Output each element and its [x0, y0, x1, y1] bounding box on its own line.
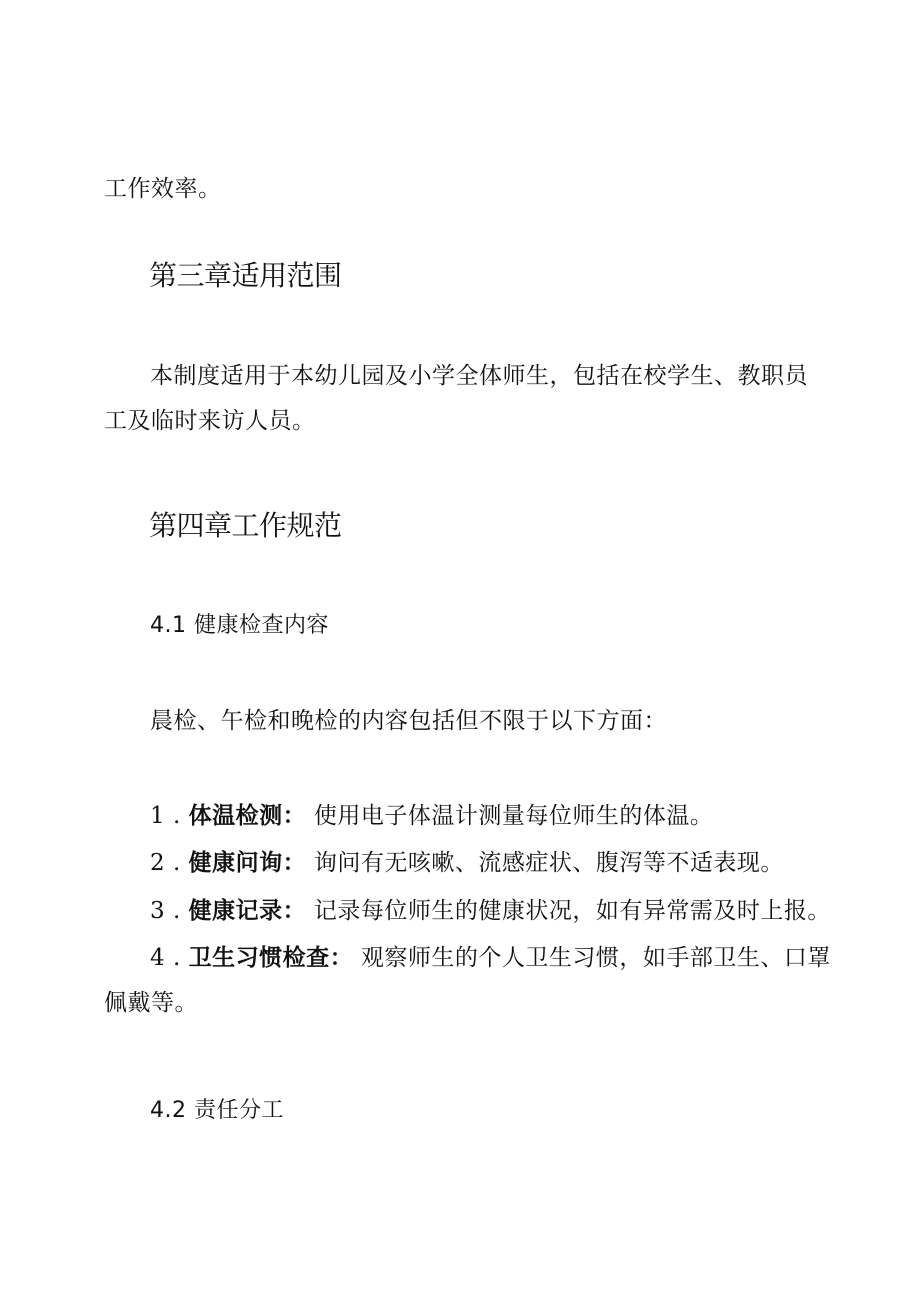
list-item-text: 观察师生的个人卫生习惯，如手部卫生、口罩 — [360, 945, 831, 971]
list-item-text: 询问有无咳嗽、流感症状、腹泻等不适表现。 — [313, 850, 784, 876]
list-item-continuation: 佩戴等。 — [104, 990, 198, 1016]
list-item-label: 体温检测： — [188, 803, 307, 829]
list-item-label: 健康记录： — [188, 898, 307, 924]
section-4-1-heading: 4.1 健康检查内容 — [150, 613, 329, 638]
list-item: 4 . 卫生习惯检查： 观察师生的个人卫生习惯，如手部卫生、口罩 — [150, 945, 831, 971]
chapter-3-title: 第三章适用范围 — [149, 259, 342, 292]
list-item-text: 记录每位师生的健康状况，如有异常需及时上报。 — [313, 898, 831, 924]
chapter-3-paragraph-line-2: 工及临时来访人员。 — [104, 408, 316, 434]
chapter-4-title: 第四章工作规范 — [149, 509, 342, 542]
list-item: 2 . 健康问询： 询问有无咳嗽、流感症状、腹泻等不适表现。 — [150, 850, 784, 876]
list-item-text: 使用电子体温计测量每位师生的体温。 — [313, 803, 714, 829]
list-item-label: 健康问询： — [188, 850, 307, 876]
list-item-number: 1 — [150, 803, 166, 829]
list-item-label: 卫生习惯检查： — [188, 945, 354, 971]
section-4-2-heading: 4.2 责任分工 — [150, 1098, 284, 1123]
chapter-3-paragraph-line-1: 本制度适用于本幼儿园及小学全体师生，包括在校学生、教职员 — [150, 363, 808, 389]
list-item: 1 . 体温检测： 使用电子体温计测量每位师生的体温。 — [150, 803, 714, 829]
continuation-text: 工作效率。 — [104, 176, 222, 202]
list-item: 3 . 健康记录： 记录每位师生的健康状况，如有异常需及时上报。 — [150, 898, 831, 924]
list-item-number: 4 — [150, 945, 166, 971]
section-4-1-intro: 晨检、午检和晚检的内容包括但不限于以下方面： — [150, 708, 667, 734]
list-item-number: 3 — [150, 898, 166, 924]
list-item-number: 2 — [150, 850, 166, 876]
